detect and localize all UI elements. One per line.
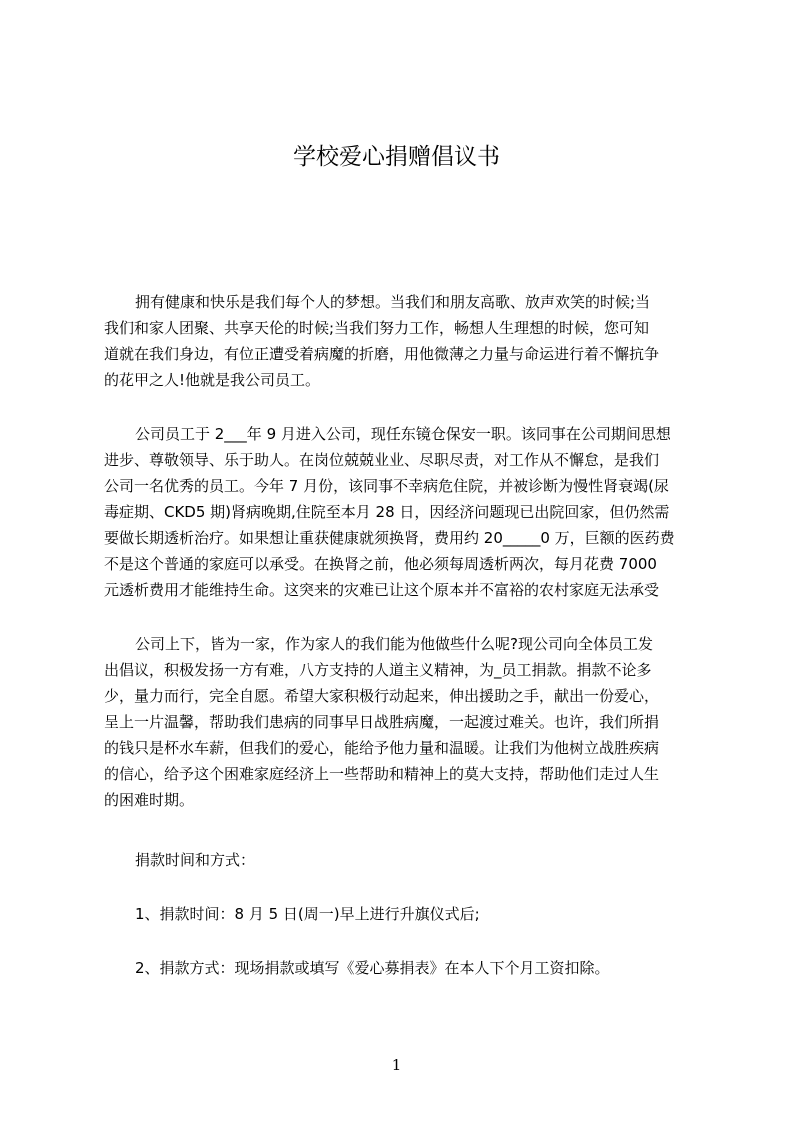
paragraph-line: 的钱只是杯水车薪，但我们的爱心，能给予他力量和温暖。让我们为他树立战胜疾病 <box>104 739 660 757</box>
page-number: 1 <box>391 1056 402 1074</box>
paragraph-line: 少，量力而行，完全自愿。希望大家积极行动起来，伸出援助之手，献出一份爱心， <box>104 687 660 705</box>
paragraph-line: 我们和家人团聚、共享天伦的时候;当我们努力工作，畅想人生理想的时候，您可知 <box>104 319 650 337</box>
paragraph-line: 出倡议，积极发扬一方有难，八方支持的人道主义精神，为_员工捐款。捐款不论多 <box>104 661 652 679</box>
page-title: 学校爱心捐赠倡议书 <box>293 144 500 170</box>
paragraph-line: 公司一名优秀的员工。今年 7 月份，该同事不幸病危住院，并被诊断为慢性肾衰竭(尿 <box>104 477 669 495</box>
paragraph-line: 不是这个普通的家庭可以承受。在换肾之前，他必须每周透析两次，每月花费 7000 <box>104 555 657 573</box>
paragraph-line: 元透析费用才能维持生命。这突来的灾难已让这个原本并不富裕的农村家庭无法承受 <box>104 581 660 599</box>
donation-heading: 捐款时间和方式： <box>135 851 256 869</box>
paragraph-employee-situation <box>104 421 696 603</box>
paragraph-line: 的花甲之人!他就是我公司员工。 <box>104 371 321 389</box>
donation-time-item: 1、捐款时间：8 月 5 日(周一)早上进行升旗仪式后; <box>135 905 480 923</box>
paragraph-appeal <box>104 631 696 813</box>
paragraph-line: 要做长期透析治疗。如果想让重获健康就须换肾，费用约 20_____0 万，巨额的医药费 <box>104 529 675 547</box>
paragraph-line: 的信心，给予这个困难家庭经济上一些帮助和精神上的莫大支持，帮助他们走过人生 <box>104 765 660 783</box>
donation-heading-block <box>104 847 696 873</box>
donation-method-block <box>104 955 696 981</box>
paragraph-line: 进步、尊敬领导、乐于助人。在岗位兢兢业业、尽职尽责，对工作从不懈怠，是我们 <box>104 451 660 469</box>
donation-time-block <box>104 901 696 927</box>
donation-method-item: 2、捐款方式：现场捐款或填写《爱心募捐表》在本人下个月工资扣除。 <box>135 959 610 977</box>
paragraph-line: 拥有健康和快乐是我们每个人的梦想。当我们和朋友高歌、放声欢笑的时候;当 <box>135 293 651 311</box>
paragraph-line: 道就在我们身边，有位正遭受着病魔的折磨，用他微薄之力量与命运进行着不懈抗争 <box>104 345 660 363</box>
paragraph-line: 公司上下，皆为一家，作为家人的我们能为他做些什么呢?现公司向全体员工发 <box>135 635 653 653</box>
paragraph-line: 毒症期、CKD5 期)肾病晚期,住院至本月 28 日，因经济问题现已出院回家，但仍然需 <box>104 503 670 521</box>
paragraph-line: 公司员工于 2___年 9 月进入公司，现任东镜仓保安一职。该同事在公司期间思想 <box>135 425 671 443</box>
paragraph-line: 的困难时期。 <box>104 791 195 809</box>
paragraph-intro <box>104 289 696 393</box>
paragraph-line: 呈上一片温馨，帮助我们患病的同事早日战胜病魔，一起渡过难关。也许，我们所捐 <box>104 713 660 731</box>
